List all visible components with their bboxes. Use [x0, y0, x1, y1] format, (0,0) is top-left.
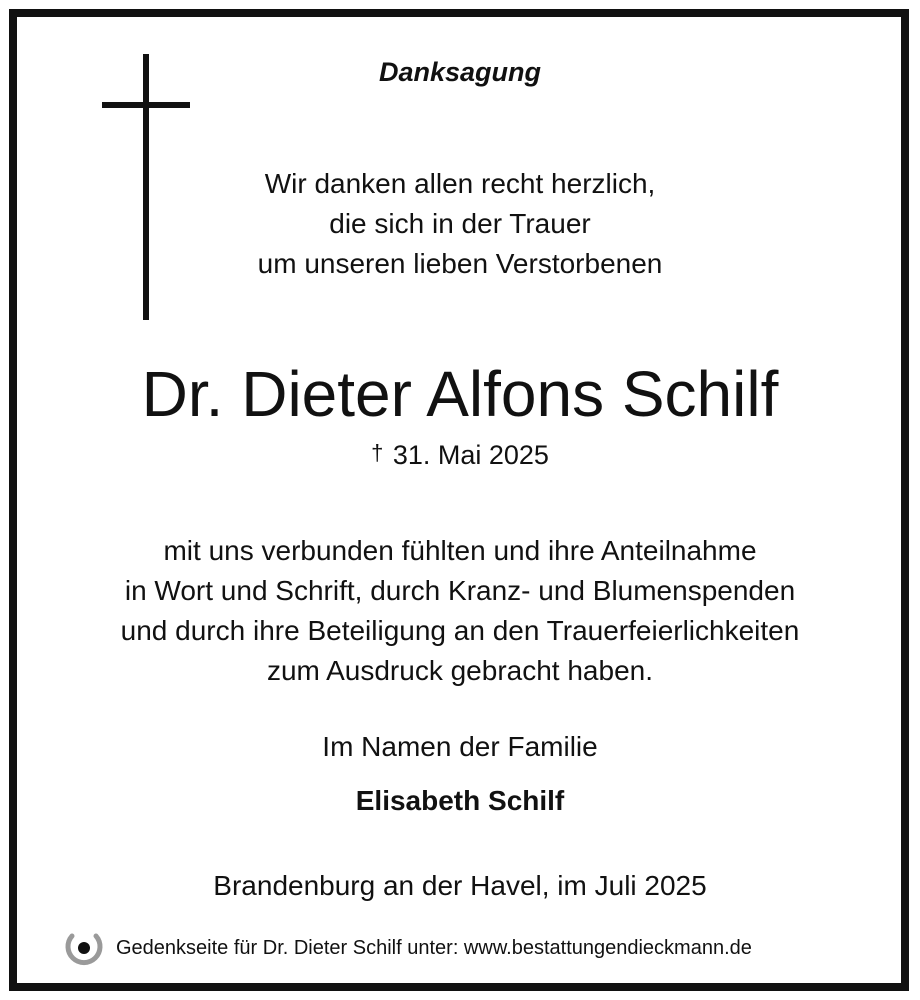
message-line-2: in Wort und Schrift, durch Kranz- und Blumenspenden — [124, 575, 796, 606]
notice-heading: Danksagung — [378, 57, 542, 87]
family-line: Im Namen der Familie — [322, 731, 598, 762]
message-line-1: mit uns verbunden fühlten und ihre Anteilnahme — [163, 535, 757, 566]
memorial-page-text: Gedenkseite für Dr. Dieter Schilf unter: www.bestattungendieckmann.de — [116, 936, 752, 959]
signer-name: Elisabeth Schilf — [355, 785, 565, 816]
memorial-logo-icon — [64, 928, 104, 968]
deceased-name: Dr. Dieter Alfons Schilf — [141, 358, 779, 430]
memorial-page-footer — [64, 928, 752, 968]
death-date-line — [0, 436, 920, 472]
message-line-4: zum Ausdruck gebracht haben. — [266, 655, 653, 686]
intro-line-1: Wir danken allen recht herzlich, — [264, 168, 656, 199]
death-date: 31. Mai 2025 — [392, 440, 549, 470]
place-date: Brandenburg an der Havel, im Juli 2025 — [213, 870, 707, 901]
dagger-icon: † — [371, 440, 384, 465]
message-line-3: und durch ihre Beteiligung an den Trauerfeierlichkeiten — [120, 615, 800, 646]
cross-horizontal-bar — [102, 102, 190, 108]
intro-line-3: um unseren lieben Verstorbenen — [257, 248, 663, 279]
intro-line-2: die sich in der Trauer — [329, 208, 591, 239]
